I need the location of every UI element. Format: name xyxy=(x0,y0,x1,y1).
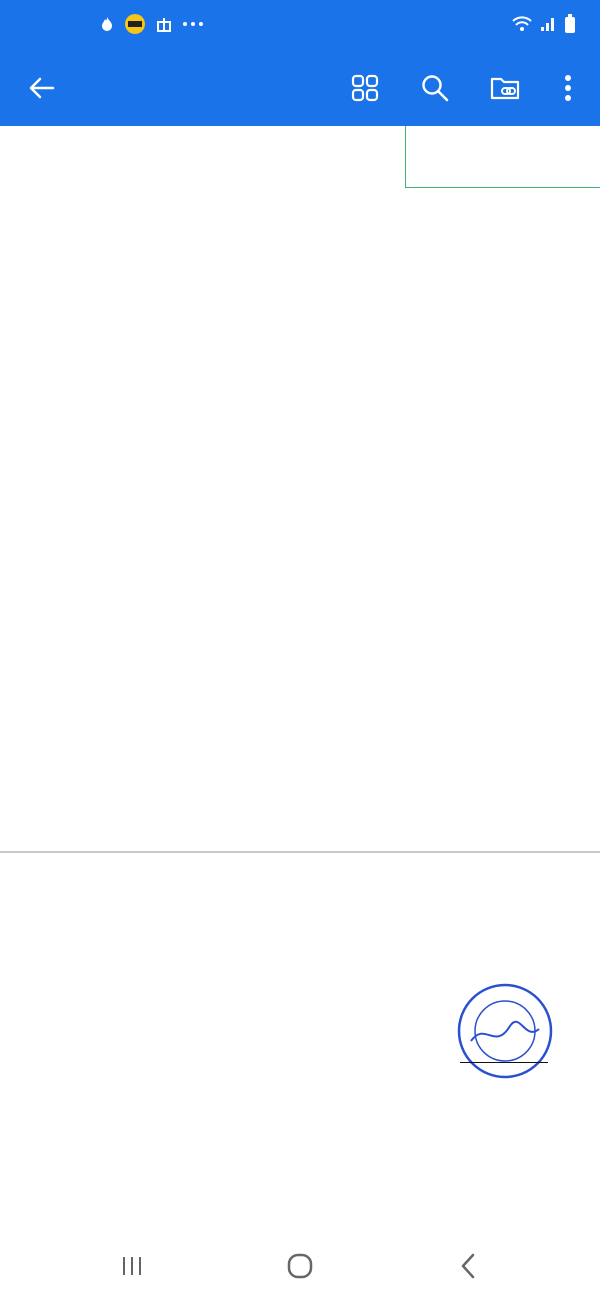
pdf-document-view[interactable] xyxy=(0,126,600,1228)
system-icons xyxy=(512,14,576,34)
recents-icon[interactable] xyxy=(112,1248,152,1284)
grid-view-icon[interactable] xyxy=(345,68,385,108)
flame-icon xyxy=(100,16,114,32)
lab-contact-box xyxy=(405,126,600,188)
more-vert-icon[interactable] xyxy=(548,68,588,108)
search-icon[interactable] xyxy=(415,68,455,108)
signal-icon xyxy=(540,16,556,32)
more-dots-icon xyxy=(182,21,204,27)
game-badge-icon xyxy=(124,13,146,35)
app-bar xyxy=(0,48,600,126)
page-separator xyxy=(0,851,600,853)
folder-link-icon[interactable] xyxy=(486,68,526,108)
back-arrow-icon[interactable] xyxy=(22,68,62,108)
home-icon[interactable] xyxy=(280,1248,320,1284)
status-bar xyxy=(0,0,600,48)
signature-line xyxy=(460,1062,548,1063)
notification-icons xyxy=(100,13,204,35)
lab-stamp-icon xyxy=(455,981,555,1081)
system-nav-bar xyxy=(0,1228,600,1299)
back-icon[interactable] xyxy=(448,1248,488,1284)
battery-icon xyxy=(564,14,576,34)
wifi-icon xyxy=(512,16,532,32)
gift-icon xyxy=(156,16,172,32)
